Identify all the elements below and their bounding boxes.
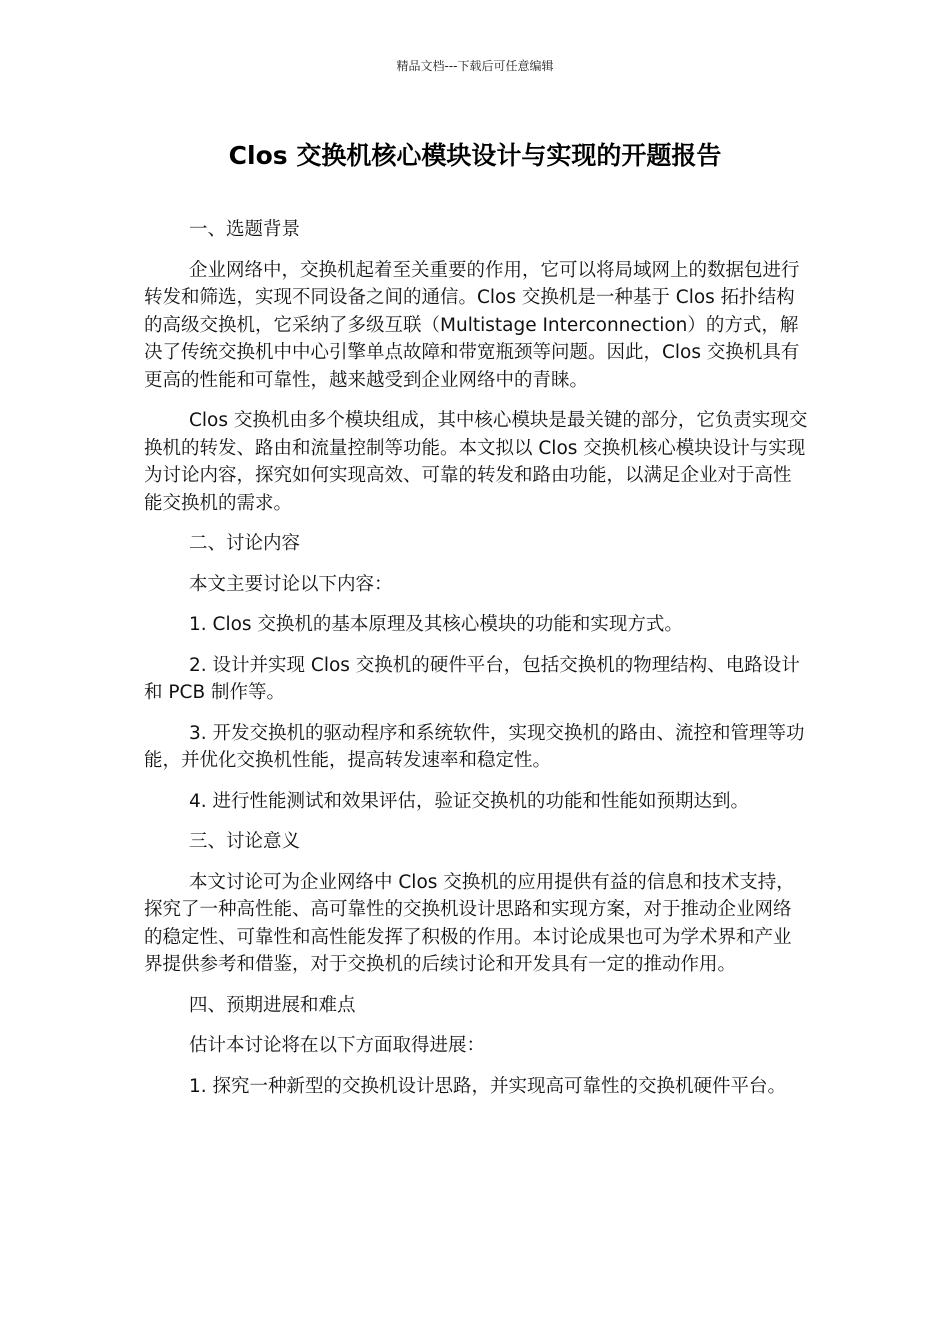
paragraph: 企业网络中，交换机起着至关重要的作用，它可以将局域网上的数据包进行转发和筛选，实现不同设备之间的通信。Clos 交换机是一种基于 Clos 拓扑结构的高级交换机，它采纳了多级互联（Multistage Interconnection）的方式，解决了传统交换机中中心引擎单点故障和带宽瓶颈等问题。因此，Clos 交换机具有更高的性能和可靠性，越来越受到企业网络中的青睐。: [144, 259, 800, 391]
section-heading-content: 二、讨论内容: [189, 533, 301, 554]
list-item: 3. 开发交换机的驱动程序和系统软件，实现交换机的路由、流控和管理等功能，并优化交换机性能，提高转发速率和稳定性。: [144, 722, 805, 771]
section-heading-background: 一、选题背景: [189, 219, 301, 240]
paragraph: 本文主要讨论以下内容：: [189, 573, 393, 595]
list-item: 4. 进行性能测试和效果评估，验证交换机的功能和性能如预期达到。: [189, 790, 750, 812]
list-item: 2. 设计并实现 Clos 交换机的硬件平台，包括交换机的物理结构、电路设计和 PCB 制作等。: [144, 654, 800, 703]
paragraph: 估计本讨论将在以下方面取得进展：: [189, 1035, 486, 1056]
document-title: Clos 交换机核心模块设计与实现的开题报告: [228, 141, 722, 170]
list-item: 1. Clos 交换机的基本原理及其核心模块的功能和实现方式。: [189, 614, 683, 635]
document-body: [144, 216, 808, 1113]
paragraph: 本文讨论可为企业网络中 Clos 交换机的应用提供有益的信息和技术支持，探究了一种高性能、高可靠性的交换机设计思路和实现方案，对于推动企业网络的稳定性、可靠性和高性能发挥了积极的作用。本讨论成果也可为学术界和产业界提供参考和借鉴，对于交换机的后续讨论和开发具有一定的推动作用。: [144, 871, 795, 975]
section-heading-significance: 三、讨论意义: [189, 831, 301, 852]
section-heading-progress: 四、预期进展和难点: [189, 994, 356, 1016]
page-header: 精品文档---下载后可任意编辑: [396, 59, 554, 73]
list-item: 1. 探究一种新型的交换机设计思路，并实现高可靠性的交换机硬件平台。: [189, 1075, 787, 1097]
paragraph: Clos 交换机由多个模块组成，其中核心模块是最关键的部分，它负责实现交换机的转发、路由和流量控制等功能。本文拟以 Clos 交换机核心模块设计与实现为讨论内容，探究如何实现高效、可靠的转发和路由功能，以满足企业对于高性能交换机的需求。: [144, 410, 808, 514]
